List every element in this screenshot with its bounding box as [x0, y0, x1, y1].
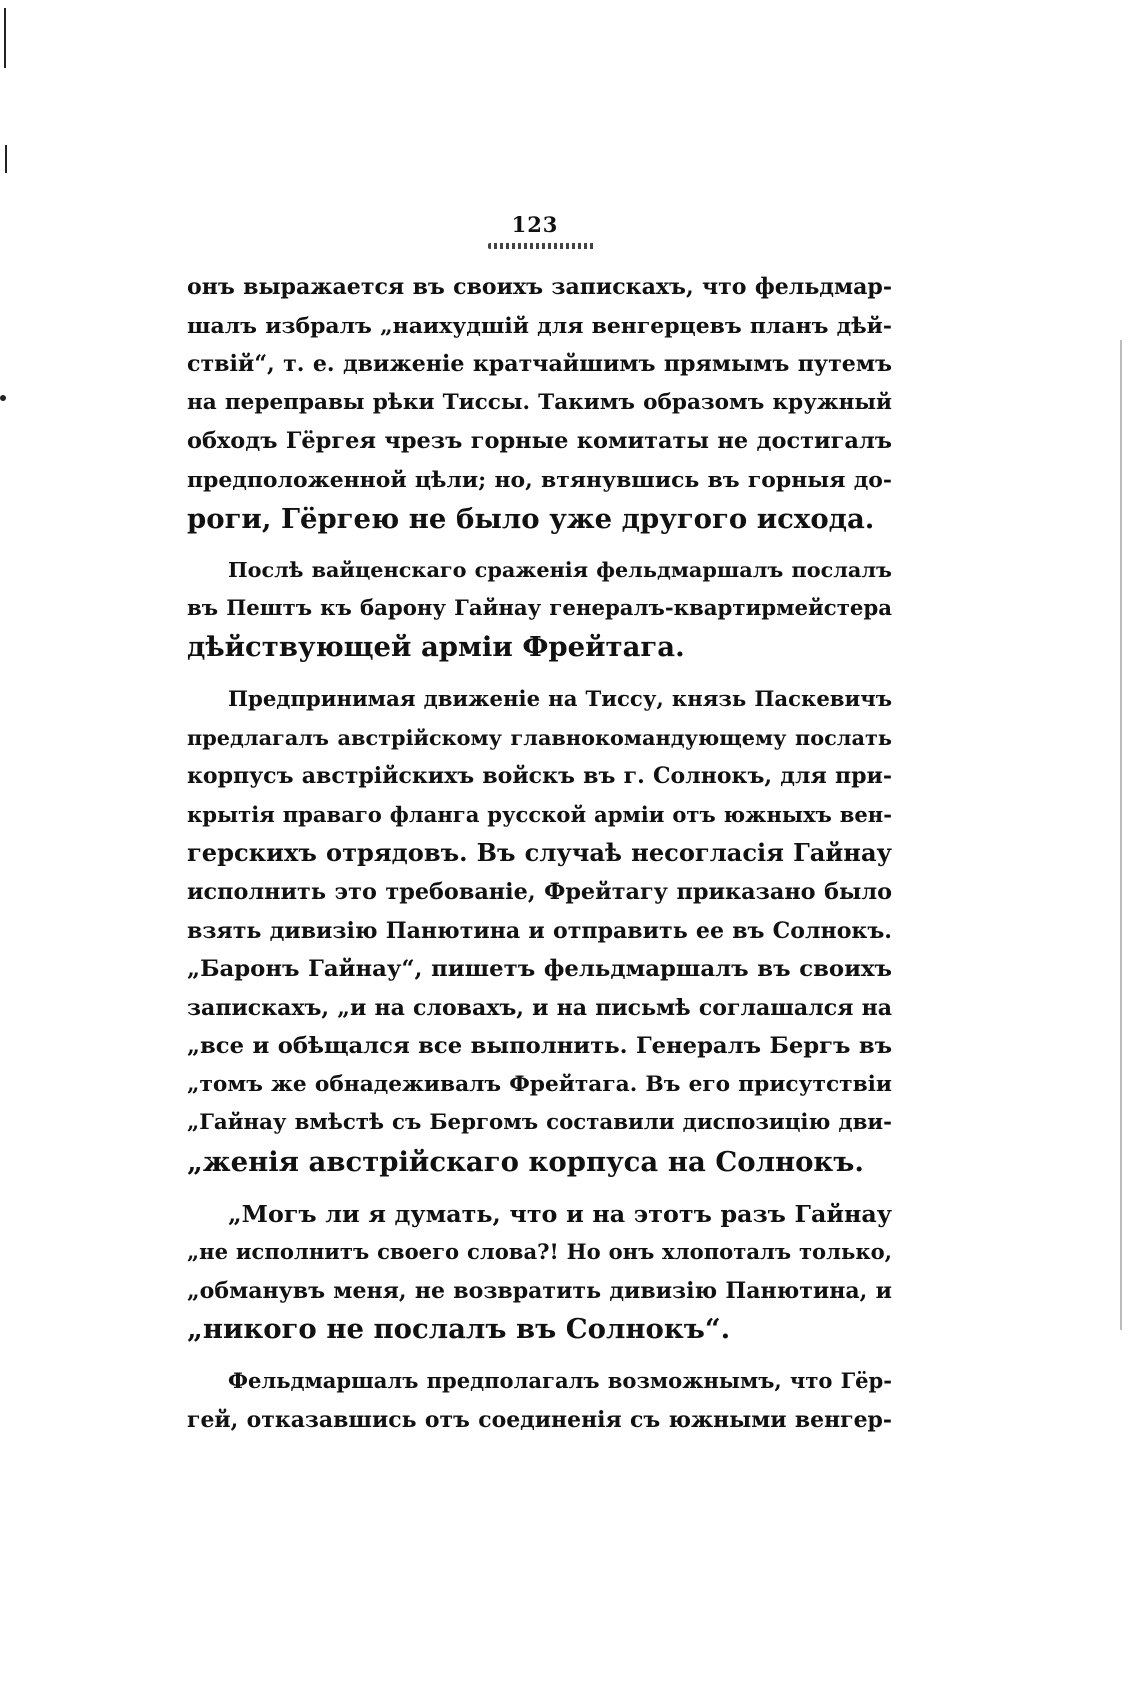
body-text — [187, 268, 892, 1452]
text-line: обходъ Гёргея чрезъ горные комитаты не достигалъ — [187, 428, 892, 455]
scan-edge-mark — [4, 8, 6, 68]
text-line: ствій“, т. е. движеніе кратчайшимъ прямымъ путемъ — [187, 351, 892, 378]
text-line: гей, отказавшись отъ соединенія съ южными венгер- — [187, 1406, 892, 1433]
paragraph — [187, 551, 892, 667]
paragraph — [187, 1362, 892, 1439]
text-line: „Могъ ли я думать, что и на этотъ разъ Гайнау — [228, 1199, 892, 1228]
text-line: крытія праваго фланга русской арміи отъ южныхъ вен- — [187, 801, 892, 827]
text-line: корпусъ австрійскихъ войскъ въ г. Солнокъ, для при- — [187, 763, 892, 790]
text-line: шалъ избралъ „наихудшій для венгерцевъ планъ дѣй- — [187, 312, 892, 339]
text-line: роги, Гёргею не было уже другого исхода. — [187, 502, 875, 535]
text-line: Предпринимая движеніе на Тиссу, князь Паскевичъ — [228, 685, 892, 711]
text-line: въ Пештъ къ барону Гайнау генералъ-квартирмейстера — [187, 595, 892, 621]
text-line: на переправы рѣки Тиссы. Такимъ образомъ кружный — [187, 389, 892, 415]
text-line: „Баронъ Гайнау“, пишетъ фельдмаршалъ въ своихъ — [187, 956, 892, 983]
text-line: „никого не послалъ въ Солнокъ“. — [187, 1313, 731, 1346]
text-line: герскихъ отрядовъ. Въ случаѣ несогласія Гайнау — [187, 838, 892, 868]
text-line: „все и обѣщался все выполнить. Генералъ Бергъ въ — [187, 1033, 892, 1060]
paragraph — [187, 1195, 892, 1349]
text-line: „томъ же обнадеживалъ Фрейтага. Въ его присутствіи — [187, 1071, 892, 1097]
text-line: онъ выражается въ своихъ запискахъ, что фельдмар- — [187, 274, 892, 300]
text-line: предлагалъ австрійскому главнокомандующему послать — [187, 724, 892, 750]
text-line: „обманувъ меня, не возвратить дивизію Панютина, и — [187, 1277, 892, 1304]
text-line: „женія австрійскаго корпуса на Солнокъ. — [187, 1146, 864, 1179]
paragraph — [187, 680, 892, 1182]
page-number-ornament — [488, 243, 596, 249]
scan-right-edge-shadow — [1120, 340, 1122, 1330]
scan-edge-mark — [5, 145, 7, 173]
text-line: „не исполнитъ своего слова?! Но онъ хлопоталъ только, — [187, 1239, 892, 1265]
text-line: предположенной цѣли; но, втянувшись въ горныя до- — [187, 466, 892, 493]
text-line: Фельдмаршалъ предполагалъ возможнымъ, что Гёр- — [228, 1368, 892, 1394]
scan-edge-dot — [0, 395, 6, 401]
text-line: „Гайнау вмѣстѣ съ Бергомъ составили диспозицію дви- — [187, 1110, 892, 1136]
text-line: Послѣ вайценскаго сраженія фельдмаршалъ послалъ — [228, 557, 892, 583]
text-line: дѣйствующей арміи Фрейтага. — [187, 631, 685, 664]
text-line: исполнить это требованіе, Фрейтагу приказано было — [187, 878, 892, 905]
text-line: запискахъ, „и на словахъ, и на письмѣ соглашался на — [187, 994, 892, 1021]
page-number: 123 — [511, 212, 559, 237]
paragraph — [187, 268, 892, 538]
text-line: взять дивизію Панютина и отправить ее въ Солнокъ. — [187, 917, 892, 944]
